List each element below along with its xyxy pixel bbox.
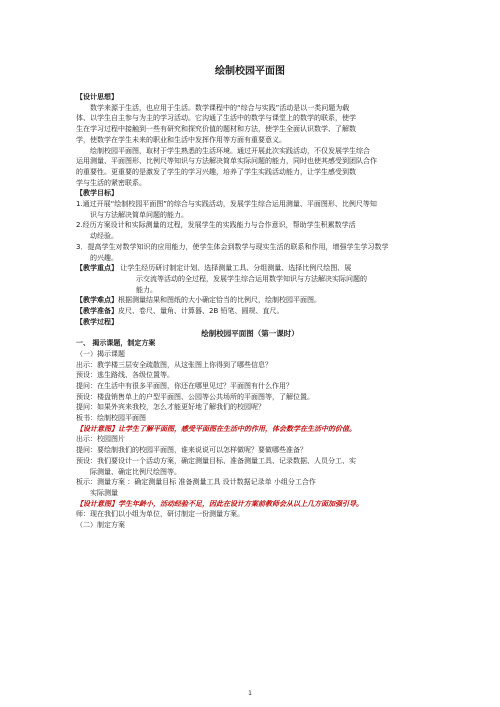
page-number: 1 xyxy=(248,690,252,697)
text-line: 生在学习过程中接触到一些有研究和探究价值的题材和方法，使学生全面认识数学、了解数 xyxy=(76,125,356,134)
text-line: 预设：楼盘销售单上的户型平面图、公园等公共场所的平面图等，了解位置。 xyxy=(76,392,314,401)
text-line: 绘制校园平面图，取材于学生熟悉的生活环境。通过开展此次实践活动，不仅发展学生综合 xyxy=(90,146,370,155)
text-line: 预设：逃生路线、各级位置等。 xyxy=(76,371,174,380)
text-line: 【教学重点】 让学生经历研讨制定计划、选择测量工具、分组测量、选择比例尺绘图、展 xyxy=(76,264,352,273)
text-line: 2.经历方案设计和实际测量的过程，发展学生的实践能力与合作意识，帮助学生积累数学活 xyxy=(76,221,356,230)
text-line: 3．提高学生对数学知识的应用能力，使学生体会到数学与现实生活的联系和作用，增强学生学习数学 xyxy=(76,242,389,251)
text-line: 实际测量 xyxy=(90,488,118,497)
text-line: 学与生活的紧密联系。 xyxy=(76,178,146,187)
text-line: 板书：绘制校园平面图 xyxy=(76,414,146,422)
section-heading: 【设计思想】 xyxy=(76,93,118,101)
text-line: 出示：教学楼三层安全疏散图，从这张图上你得到了哪些信息？ xyxy=(76,360,272,369)
text-line: 的重要性。更重要的是激发了学生的学习兴趣，培养了学生实践活动能力，让学生感受到数 xyxy=(76,167,356,176)
section-heading: 【教学过程】 xyxy=(76,317,118,326)
lesson-heading: 绘制校园平面图（第一课时） xyxy=(201,329,299,339)
text-line: 提问：如果外宾来我校，怎么才能更好地了解我们的校园呢？ xyxy=(76,403,265,412)
text-line: （二）制定方案 xyxy=(76,521,125,529)
text-line: 师：现在我们以小组为单位，研讨制定一份测量方案。 xyxy=(76,510,244,519)
text-line: 际测量、确定比例尺绘图等。 xyxy=(90,467,181,476)
text-line: （一）揭示课题 xyxy=(76,349,125,358)
text-line: 【教学难点】根据测量结果和图纸的大小确定恰当的比例尺，绘制校园平面图。 xyxy=(76,296,321,305)
text-line: 识与方法解决简单问题的能力。 xyxy=(90,210,188,219)
text-line: 的兴趣。 xyxy=(90,253,118,262)
section-heading: 【教学目标】 xyxy=(76,189,118,198)
text-line: 出示：校园图片 xyxy=(76,435,125,444)
page-title: 绘制校园平面图 xyxy=(215,66,285,77)
text-line: 动经验。 xyxy=(90,232,118,241)
text-line: 能力。 xyxy=(136,285,157,294)
text-line: 运用测量、平面图形、比例尺等知识与方法解决简单实际问题的能力，同时也使其感受到团队合作 xyxy=(76,157,377,166)
text-line: 板示：测量方案 ：确定测量目标 准备测量工具 设计数据记录单 小组分工合作 xyxy=(76,478,316,487)
text-line: 示交流等活动的全过程，发展学生综合运用数学知识与方法解决实际问题的 xyxy=(136,274,367,283)
text-line: 预设：我们要设计一个活动方案，确定测量目标、准备测量工具、记录数据、人员分工、实 xyxy=(76,456,356,465)
text-line: 提问：在生活中有很多平面图，你还在哪里见过？平面图有什么作用？ xyxy=(76,381,293,390)
text-line: 体、以学生自主参与为主的学习活动。它沟通了生活中的数学与课堂上的数学的联系，使学 xyxy=(76,114,356,123)
text-line: 1.通过开展“绘制校园平面图”的综合与实践活动，发展学生综合运用测量、平面图形、比例尺等知 xyxy=(76,200,377,208)
text-line: 【教学准备】皮尺、卷尺、量角、计算器、2B 铅笔、圆规、直尺。 xyxy=(76,307,284,315)
design-intent-note: 【设计意图】学生年龄小，活动经验不足，因此在设计方案前教师会从以上几方面加强引导。 xyxy=(76,499,363,508)
text-line: 学，使数学在学生未来的职业和生活中发挥作用等方面有重要意义。 xyxy=(76,135,286,144)
section-heading: 一、 揭示课题，制定方案 xyxy=(76,339,156,348)
text-line: 数学来源于生活，也应用于生活。数学课程中的“综合与实践”活动是以一类问题为载 xyxy=(90,103,350,112)
text-line: 提问：要绘制我们的校园平面图，谁来说说可以怎样做呢？要做哪些准备？ xyxy=(76,446,307,455)
design-intent-note: 【设计意图】让学生了解平面图，感受平面图在生活中的作用，体会数学在生活中的价值。 xyxy=(76,424,356,433)
